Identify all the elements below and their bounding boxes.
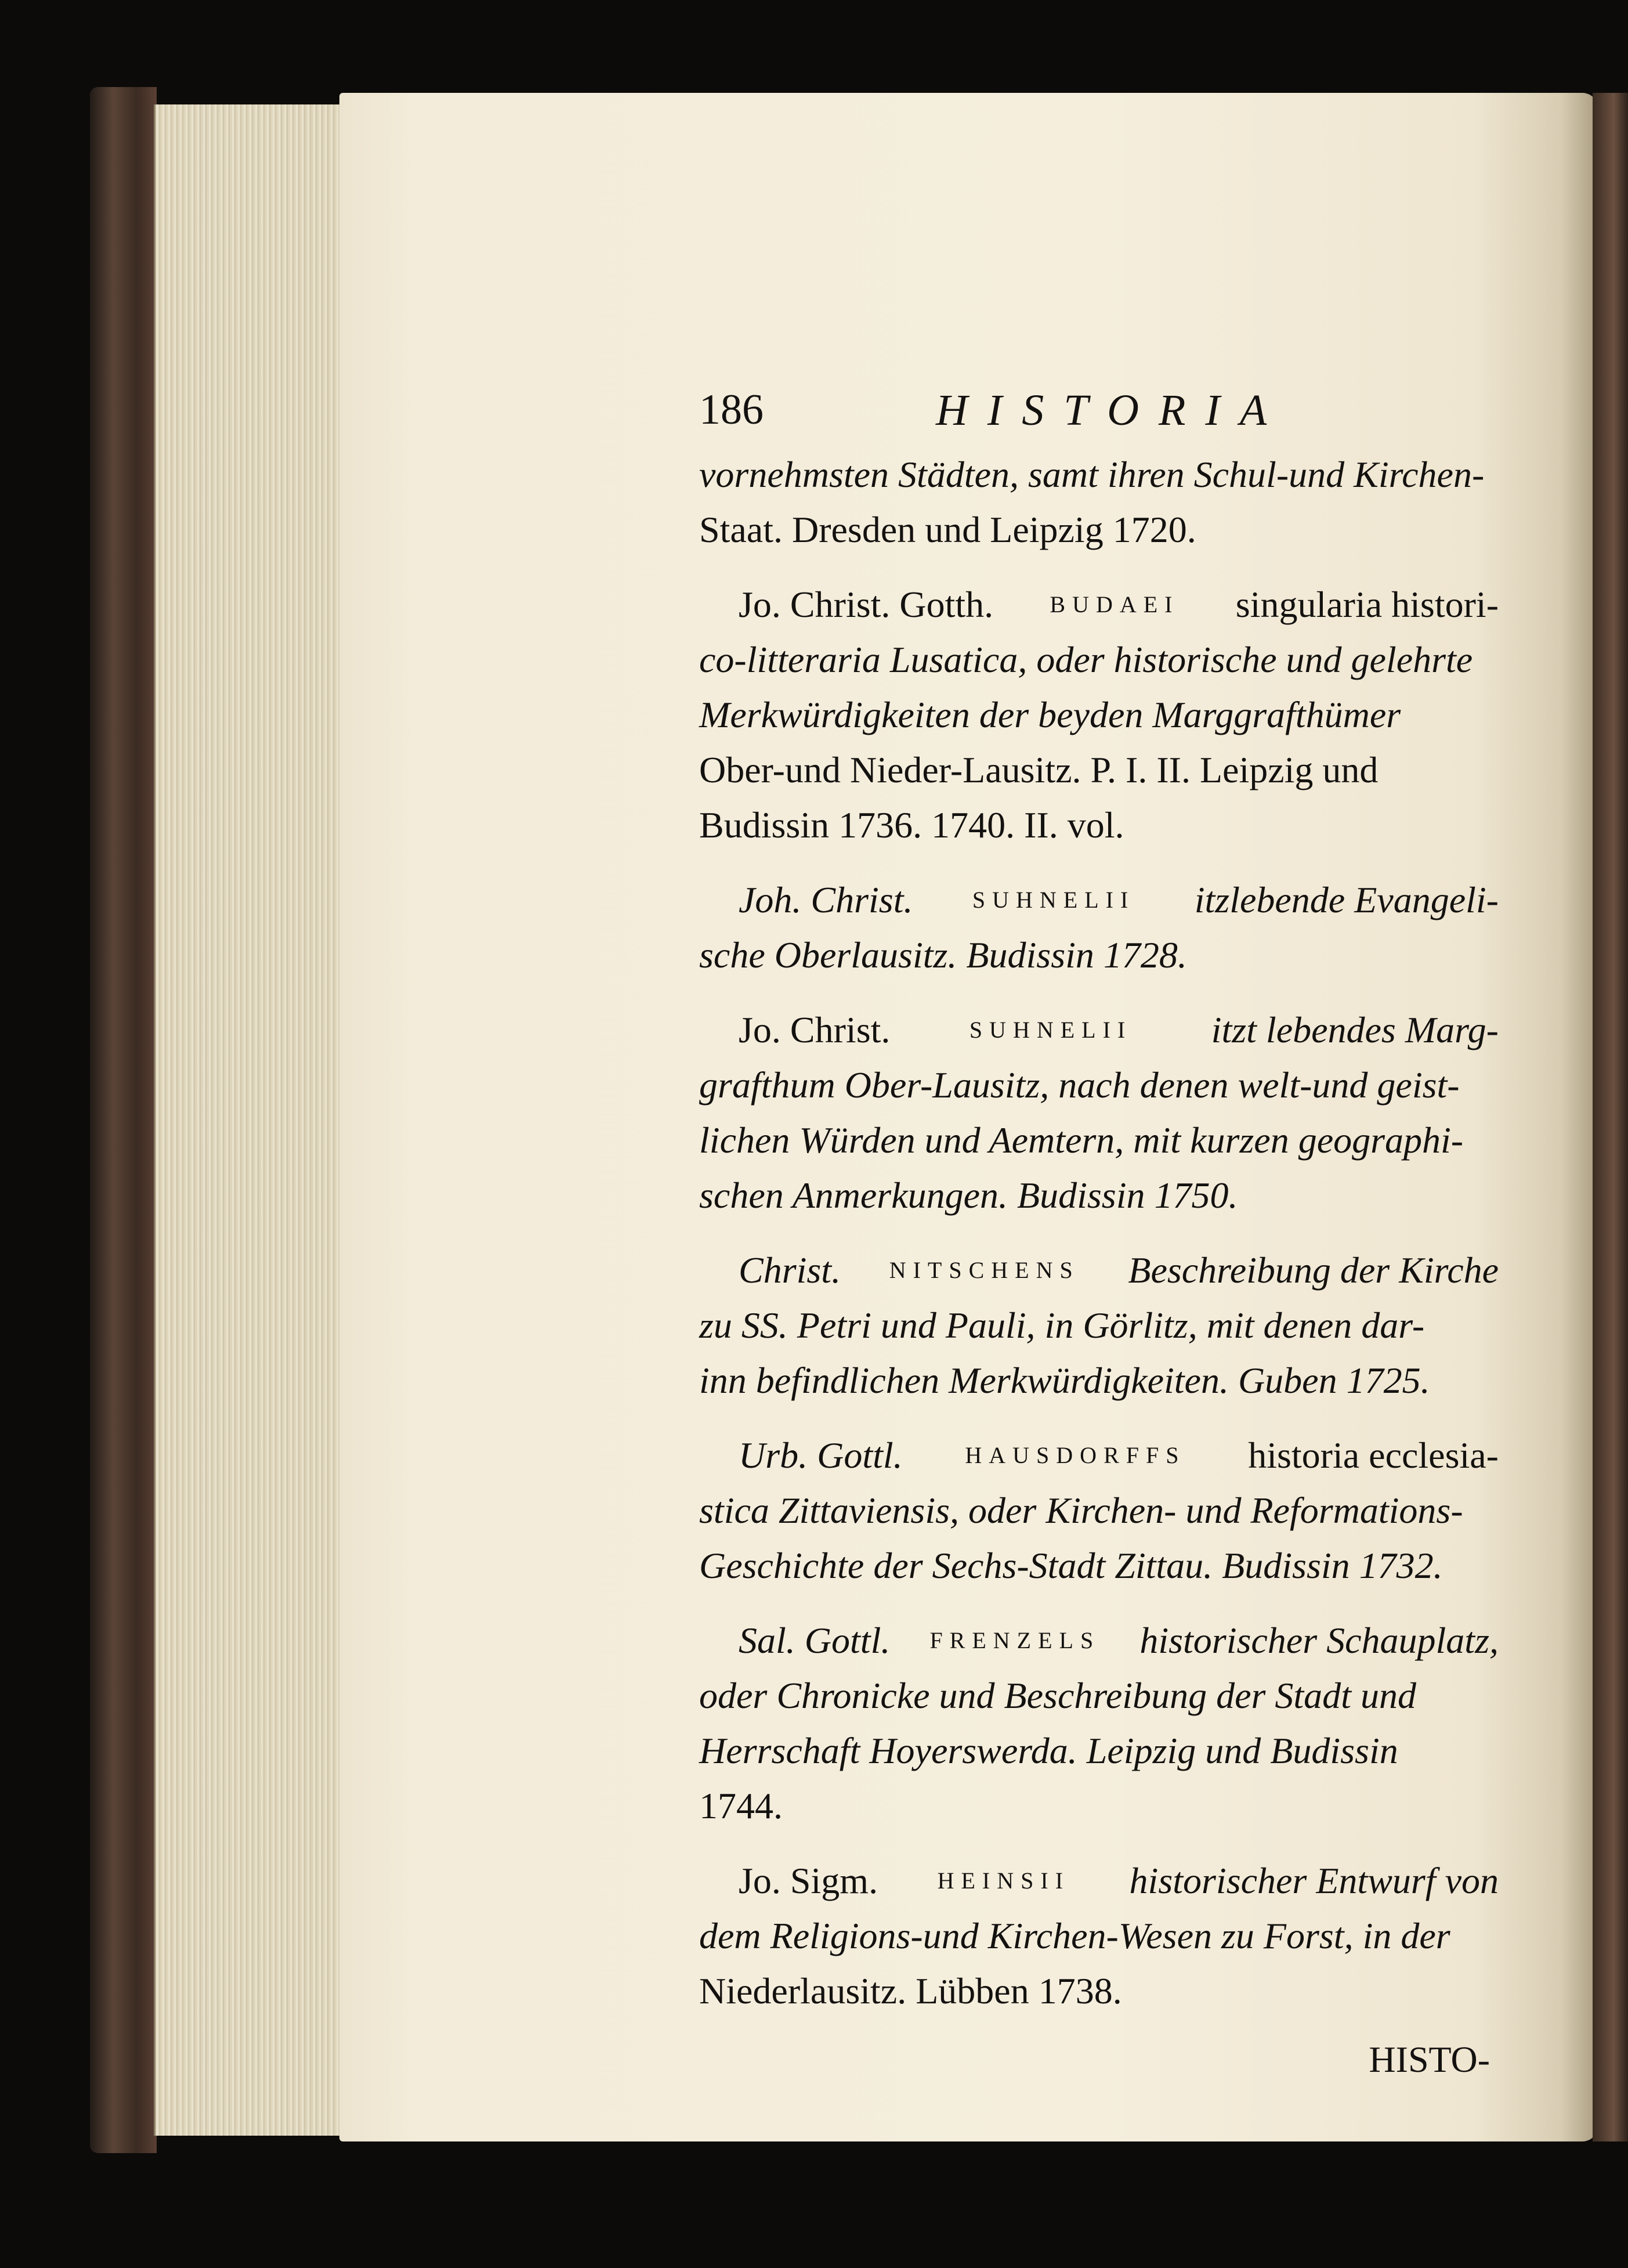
author-name: SUHNELII bbox=[972, 887, 1135, 913]
bibliography-entry bbox=[699, 1853, 1499, 2018]
bibliography-entry bbox=[699, 1613, 1499, 1833]
text-line: dem Religions-und Kirchen-Wesen zu Forst, in der bbox=[699, 1915, 1450, 1956]
author-name: HAUSDORFFS bbox=[965, 1442, 1186, 1468]
text-line: grafthum Ober-Lausitz, nach denen welt-und geist- bbox=[699, 1064, 1460, 1106]
bibliography-entry bbox=[699, 1002, 1499, 1223]
running-header bbox=[699, 383, 1499, 447]
page-edges bbox=[154, 104, 344, 2136]
bibliography-entry bbox=[699, 577, 1499, 853]
text-line: schen Anmerkungen. Budissin 1750. bbox=[699, 1175, 1238, 1216]
entry-first-line: Jo. Christ. Gotth. BUDAEI singularia histori- bbox=[699, 577, 1499, 632]
text-line: Ober-und Nieder-Lausitz. P. I. II. Leipzig und bbox=[699, 749, 1379, 790]
entry-first-line: Jo. Christ. SUHNELII itzt lebendes Marg- bbox=[699, 1002, 1499, 1057]
text-line: vornehmsten Städten, samt ihren Schul-und Kirchen- bbox=[699, 454, 1485, 495]
page-number: 186 bbox=[699, 386, 764, 434]
bibliography-entry bbox=[699, 1243, 1499, 1408]
author-name: SUHNELII bbox=[969, 1017, 1133, 1043]
text-line: stica Zittaviensis, oder Kirchen- und Reformations- bbox=[699, 1490, 1463, 1531]
book-cover-edge bbox=[90, 87, 157, 2153]
text-line: co-litteraria Lusatica, oder historische und gelehrte bbox=[699, 639, 1473, 680]
author-name: NITSCHENS bbox=[889, 1257, 1080, 1283]
bibliography-entry bbox=[699, 1428, 1499, 1593]
text-line: Merkwürdigkeiten der beyden Marggrafthümer bbox=[699, 694, 1401, 735]
text-line: Staat. Dresden und Leipzig 1720. bbox=[699, 509, 1196, 550]
page-text-block bbox=[699, 383, 1499, 2081]
bibliography-entry bbox=[699, 447, 1499, 557]
text-line: 1744. bbox=[699, 1785, 783, 1826]
text-line: sche Oberlausitz. Budissin 1728. bbox=[699, 934, 1187, 976]
entry-first-line: Sal. Gottl. FRENZELS historischer Schauplatz, bbox=[699, 1613, 1499, 1668]
text-line: inn befindlichen Merkwürdigkeiten. Guben 1725. bbox=[699, 1360, 1430, 1401]
entry-first-line: Urb. Gottl. HAUSDORFFS historia ecclesia- bbox=[699, 1428, 1499, 1483]
author-name: HEINSII bbox=[937, 1868, 1070, 1894]
author-name: BUDAEI bbox=[1050, 591, 1180, 617]
running-head-title: HISTORIA bbox=[936, 386, 1287, 435]
text-line: Geschichte der Sechs-Stadt Zittau. Budissin 1732. bbox=[699, 1545, 1443, 1586]
author-name: FRENZELS bbox=[929, 1627, 1101, 1653]
text-line: zu SS. Petri und Pauli, in Görlitz, mit denen dar- bbox=[699, 1305, 1425, 1346]
entry-first-line: Christ. NITSCHENS Beschreibung der Kirche bbox=[699, 1243, 1499, 1298]
entry-first-line: Joh. Christ. SUHNELII itzlebende Evangeli- bbox=[699, 872, 1499, 927]
text-line: lichen Würden und Aemtern, mit kurzen geographi- bbox=[699, 1119, 1464, 1161]
bibliography-entry bbox=[699, 872, 1499, 983]
text-line: oder Chronicke und Beschreibung der Stadt und bbox=[699, 1675, 1416, 1716]
catchword: HISTO- bbox=[1369, 2039, 1490, 2080]
text-line: Herrschaft Hoyerswerda. Leipzig und Budissin bbox=[699, 1730, 1398, 1771]
facing-page-edge bbox=[1593, 93, 1628, 2141]
entry-first-line: Jo. Sigm. HEINSII historischer Entwurf von bbox=[699, 1853, 1499, 1908]
text-line: Budissin 1736. 1740. II. vol. bbox=[699, 804, 1124, 846]
text-line: Niederlausitz. Lübben 1738. bbox=[699, 1970, 1122, 2011]
